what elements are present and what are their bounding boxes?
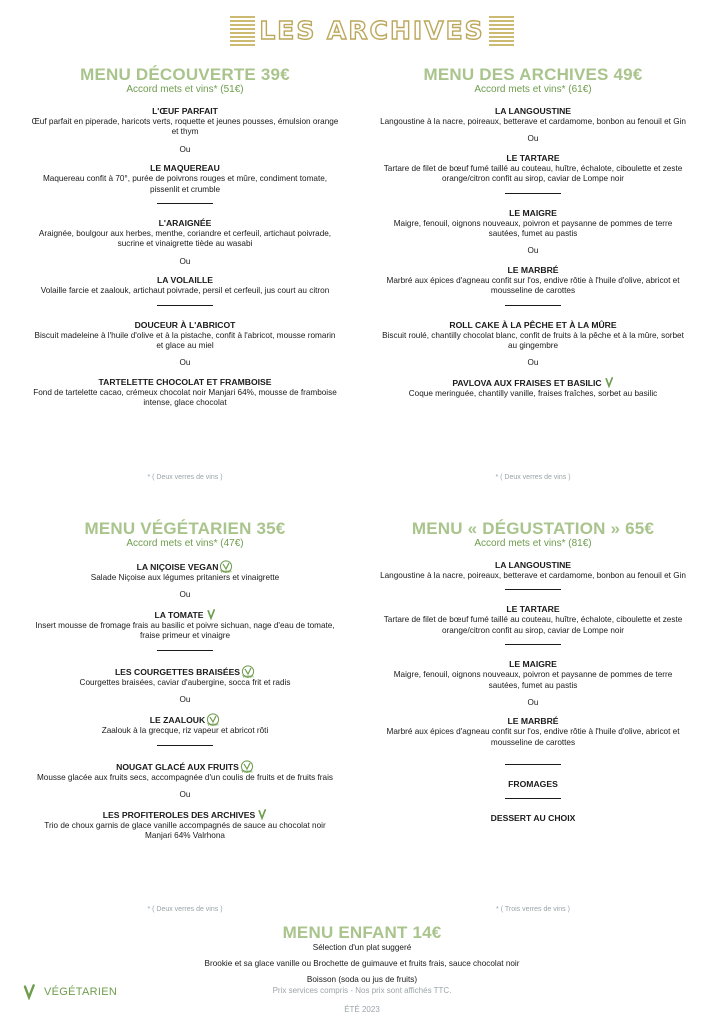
vegetarian-legend [22,984,117,1000]
dish-desc: Maigre, fenouil, oignons nouveaux, poivron et paysanne de pommes de terre sautées, fumet au pastis [393,670,673,690]
course-divider [157,745,213,746]
menu-decouverte [30,66,340,409]
dish-desc: Salade Niçoise aux légumes pritaniers et vinaigrette [90,573,280,582]
course-divider [157,203,213,204]
dish-name: LE MARBRÉ [507,264,559,275]
dish-desc: Langoustine à la nacre, poireaux, betterave et cardamome, bonbon au fenouil et Gin [380,571,686,580]
course-divider [505,305,561,306]
dish-name [30,713,340,726]
footer-season: ÉTÉ 2023 [344,1005,380,1014]
menu-archives [378,66,688,399]
dish-desc: Coque meringuée, chantilly vanille, fraises fraîches, sorbet au basilic [408,388,658,398]
dish-name: LA LANGOUSTINE [494,560,572,570]
vegan-label: Vegan [207,723,219,727]
dish-name: LE MAQUEREAU [150,163,220,174]
or-separator: Ou [179,695,191,705]
dish-desc: Volaille farcie et zaalouk, artichaut poivrade, persil et cerfeuil, jus court au citron [40,286,330,296]
legend-label: VÉGÉTARIEN [44,986,118,998]
dish-name: LE TARTARE [506,152,560,163]
dish-name: DESSERT AU CHOIX [490,813,576,824]
dish-name [30,665,340,678]
menu-accord: Accord mets et vins* (61€) [474,84,592,95]
dish-name-text: PAVLOVA AUX FRAISES ET BASILIC [452,377,602,388]
dish-name: LE MAIGRE [509,207,557,218]
kids-line: Boisson (soda ou jus de fruits) [306,975,418,984]
menu-enfant [150,924,574,986]
wine-note: * ( Deux verres de vins ) [147,906,223,913]
dish-name: L'ARAIGNÉE [158,218,212,229]
or-separator: Ou [527,134,539,144]
dish-desc: Biscuit roulé, chantilly chocolat blanc, confit de fruits à la pêche et à la mûre, sorbet au gingembre [382,330,684,351]
course-divider [157,305,213,306]
course-divider [505,644,561,645]
dish-name [30,809,340,821]
or-separator: Ou [527,698,539,708]
dish-name: TARTELETTE CHOCOLAT ET FRAMBOISE [98,376,272,387]
course-divider [505,589,561,590]
vegan-icon [240,760,254,773]
menu-title: MENU « DÉGUSTATION » 65€ [411,519,655,538]
dish-name [378,377,688,389]
kids-line: Sélection d'un plat suggeré [312,943,412,952]
dish-name: L'ŒUF PARFAIT [152,106,218,116]
dish-desc: Œuf parfait en piperade, haricots verts, roquette et jeunes pousses, émulsion orange et thym [31,117,339,137]
dish-desc: Zaalouk à la grecque, riz vapeur et abricot rôti [101,726,269,736]
vegan-icon [241,665,255,678]
menu-degustation [378,520,688,824]
menu-vegetarien [30,520,340,841]
dish-desc: Maquereau confit à 70°, purée de poivrons rouges et mûre, condiment tomate, pissenlit et crumble [42,174,328,194]
vegetarian-icon [22,984,36,1000]
dish-name-text: LES PROFITEROLES DES ARCHIVES [102,809,256,820]
course-divider [505,798,561,799]
vegetarian-icon [206,609,216,620]
course-divider [505,193,561,194]
kids-line: Brookie et sa glace vanille ou Brochette de guimauve et fruits frais, sauce chocolat noir [204,959,520,968]
dish-desc: Tartare de filet de bœuf fumé taillé au couteau, huître, échalote, ciboulette et zeste orange/citron confit au sirop, caviar de Lompe noir [383,615,683,635]
vegetarian-icon [604,377,614,388]
footer-prices: Prix services compris - Nos prix sont affichés TTC. [272,986,452,995]
vegan-label: Vegan [220,569,232,573]
wine-note: * ( Deux verres de vins ) [495,474,571,481]
dish-desc: Insert mousse de fromage frais au basilic et poivre sichuan, nage d'eau de tomate, fraise primeur et vinaigre [35,620,335,641]
vegan-icon [206,713,220,726]
dish-name [30,560,340,573]
dish-name: LA VOLAILLE [156,275,213,286]
dish-name: LE MAIGRE [509,659,557,670]
menu-title: MENU ENFANT 14€ [282,923,442,942]
dish-desc: Araignée, boulgour aux herbes, menthe, coriandre et cerfeuil, artichaut poivrade, sucrine et vinaigrette tiède au wasabi [38,229,332,249]
brand-logo [230,16,514,46]
dish-desc: Mousse glacée aux fruits secs, accompagnée d'un coulis de fruits et de fruits frais [36,772,333,782]
dish-desc: Trio de choux garnis de glace vanille accompagnés de sauce au chocolat noir Manjari 64% Valrhona [44,820,326,841]
dish-name-text: LES COURGETTES BRAISÉES [114,666,241,677]
menu-title: MENU DÉCOUVERTE 39€ [80,65,290,84]
menu-title: MENU DES ARCHIVES 49€ [423,65,643,84]
dish-name [30,760,340,773]
wine-note: * ( Deux verres de vins ) [147,474,223,481]
dish-desc: Marbré aux épices d'agneau confit sur l'os, endive rôtie à l'huile d'olive, abricot et mousseline de carottes [386,727,680,747]
or-separator: Ou [179,590,191,600]
course-divider [157,650,213,651]
dish-desc: Biscuit madeleine à l'huile d'olive et à la pistache, confit à l'abricot, mousse romarin et glace au miel [34,330,336,351]
dish-desc: Courgettes braisées, caviar d'aubergine, socca frit et radis [79,677,291,687]
dish-name: LA LANGOUSTINE [494,106,572,116]
or-separator: Ou [179,256,191,266]
menu-accord: Accord mets et vins* (81€) [474,538,592,549]
or-separator: Ou [179,144,191,154]
or-separator: Ou [179,790,191,800]
dish-name: FROMAGES [508,779,558,790]
dish-name: LE TARTARE [506,604,560,615]
course-divider [505,764,561,765]
vegan-label: Vegan [241,769,253,773]
dish-desc: Maigre, fenouil, oignons nouveaux, poivron et paysanne de pommes de terre sautées, fumet au pastis [393,218,673,239]
menu-title: MENU VÉGÉTARIEN 35€ [84,519,286,538]
dish-desc: Langoustine à la nacre, poireaux, betterave et cardamome, bonbon au fenouil et Gin [380,117,686,126]
dish-name-text: LA TOMATE [154,609,204,620]
vegan-label: Vegan [242,674,254,678]
or-separator: Ou [179,358,191,368]
dish-desc: Tartare de filet de bœuf fumé taillé au couteau, huître, échalote, ciboulette et zeste orange/citron confit au sirop, caviar de Lompe noir [383,163,683,184]
dish-name: ROLL CAKE À LA PÊCHE ET À LA MÛRE [449,319,617,330]
dish-name [30,609,340,621]
dish-name-text: LA NIÇOISE VEGAN [136,562,219,572]
menu-accord: Accord mets et vins* (51€) [126,84,244,95]
vegan-icon [219,560,233,573]
wine-note: * ( Trois verres de vins ) [496,906,570,913]
dish-name-text: NOUGAT GLACÉ AUX FRUITS [116,761,239,772]
or-separator: Ou [527,358,539,368]
dish-name: DOUCEUR À L'ABRICOT [134,319,236,330]
or-separator: Ou [527,246,539,256]
vegetarian-icon [257,809,267,820]
menu-accord: Accord mets et vins* (47€) [126,538,244,549]
dish-desc: Fond de tartelette cacao, crémeux chocolat noir Manjari 64%, mousse de framboise intense, glace chocolat [33,387,337,408]
brand-name: LES ARCHIVES [255,16,488,46]
dish-name-text: LE ZAALOUK [149,715,206,726]
dish-desc: Marbré aux épices d'agneau confit sur l'os, endive rôtie à l'huile d'olive, abricot et mousseline de carottes [386,275,680,296]
dish-name: LE MARBRÉ [507,716,559,727]
